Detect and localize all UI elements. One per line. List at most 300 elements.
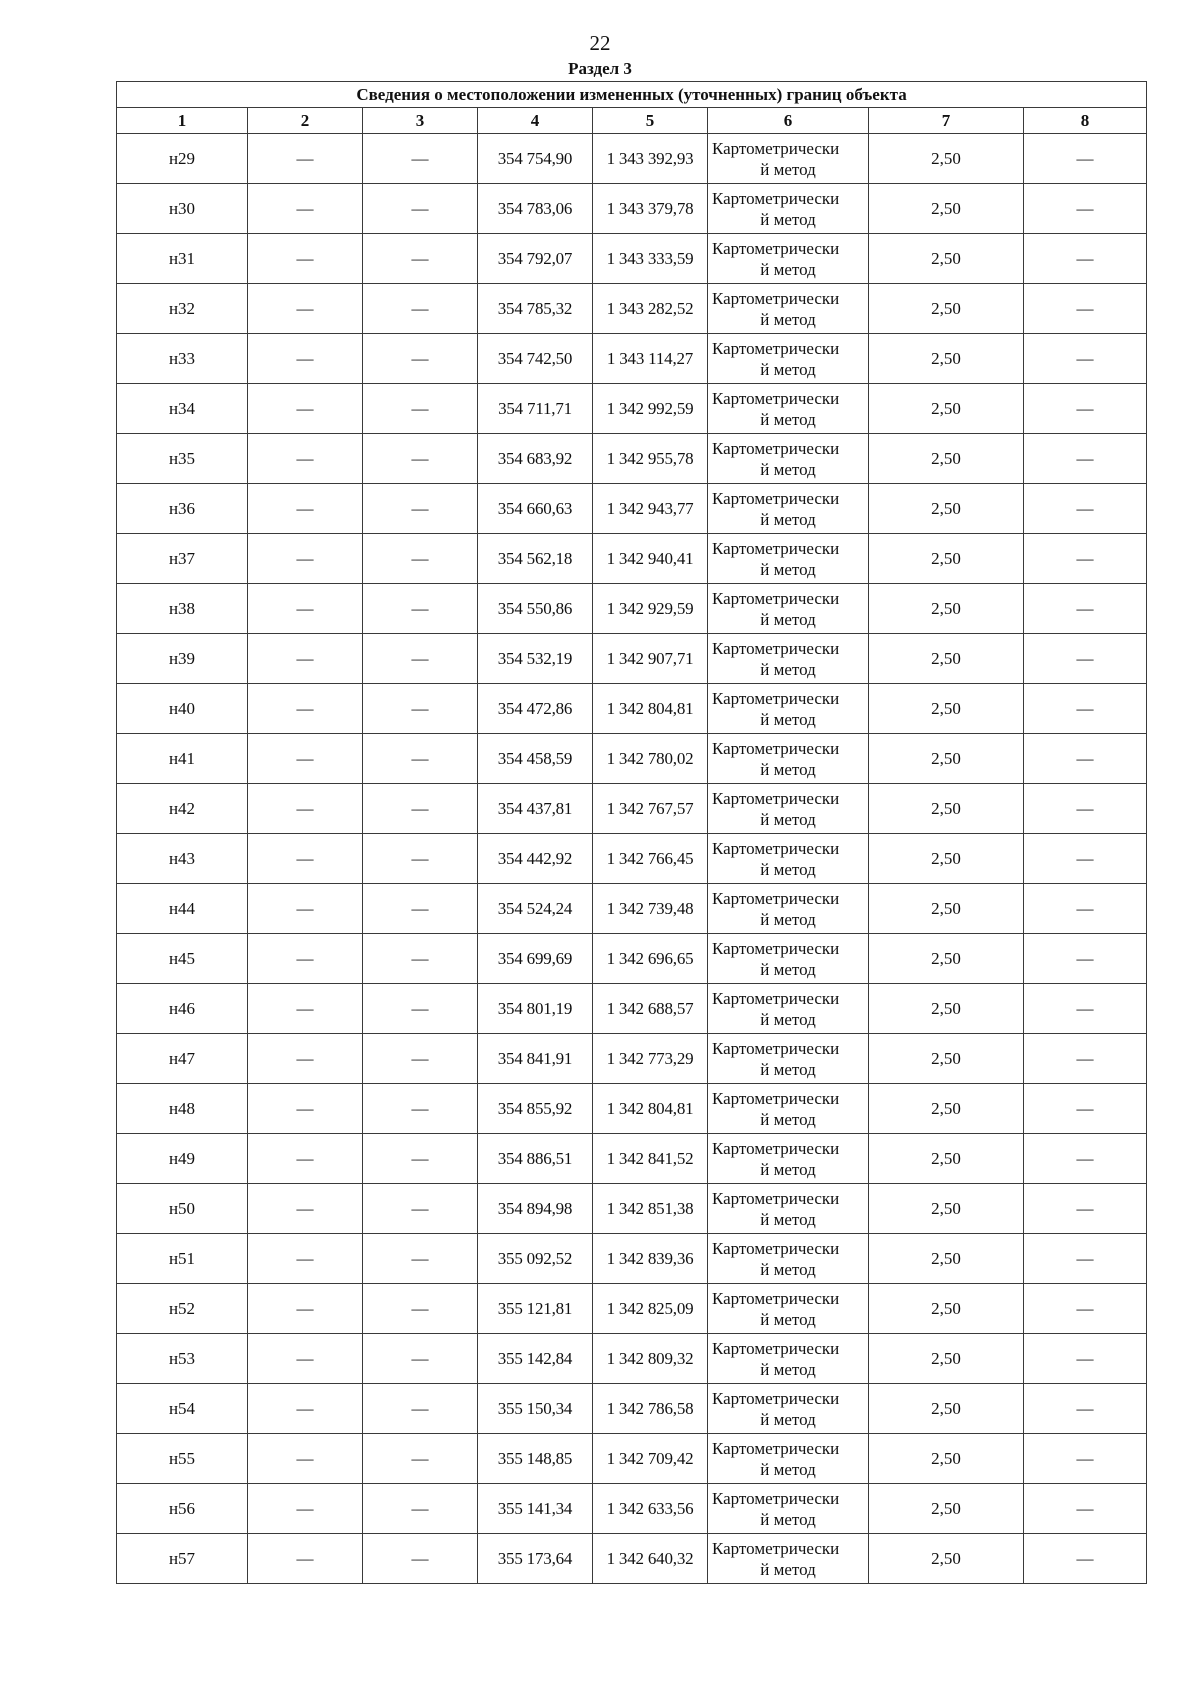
column-3-cell: — [363, 1534, 478, 1584]
method-cell [708, 184, 869, 234]
column-8-cell: — [1024, 1034, 1147, 1084]
method-text-line-1: Картометрически [712, 338, 840, 358]
method-cell [708, 884, 869, 934]
y-coordinate-cell: 1 342 696,65 [593, 934, 708, 984]
y-coordinate-cell: 1 342 786,58 [593, 1384, 708, 1434]
accuracy-cell: 2,50 [869, 134, 1024, 184]
method-cell [708, 1134, 869, 1184]
column-8-cell: — [1024, 1534, 1147, 1584]
table-row [117, 634, 1147, 684]
column-8-cell: — [1024, 434, 1147, 484]
method-text-line-1: Картометрически [712, 1538, 840, 1558]
accuracy-cell: 2,50 [869, 234, 1024, 284]
method-cell [708, 1234, 869, 1284]
table-row [117, 284, 1147, 334]
method-text-line-1: Картометрически [712, 1138, 840, 1158]
table-row [117, 184, 1147, 234]
method-text-line-2: й метод [760, 259, 816, 279]
column-2-cell: — [248, 934, 363, 984]
point-id-cell: н47 [117, 1034, 248, 1084]
y-coordinate-cell: 1 342 804,81 [593, 684, 708, 734]
column-number-7: 7 [869, 108, 1024, 134]
column-3-cell: — [363, 834, 478, 884]
column-2-cell: — [248, 1434, 363, 1484]
method-text-line-1: Картометрически [712, 488, 840, 508]
column-3-cell: — [363, 584, 478, 634]
method-text-line-1: Картометрически [712, 538, 840, 558]
method-text-line-1: Картометрически [712, 688, 840, 708]
column-8-cell: — [1024, 734, 1147, 784]
method-text-line-1: Картометрически [712, 388, 840, 408]
y-coordinate-cell: 1 342 907,71 [593, 634, 708, 684]
table-row [117, 234, 1147, 284]
method-text-line-1: Картометрически [712, 1238, 840, 1258]
accuracy-cell: 2,50 [869, 734, 1024, 784]
method-cell [708, 284, 869, 334]
method-cell [708, 1084, 869, 1134]
method-cell [708, 1184, 869, 1234]
column-number-3: 3 [363, 108, 478, 134]
method-text-line-1: Картометрически [712, 1388, 840, 1408]
y-coordinate-cell: 1 342 943,77 [593, 484, 708, 534]
column-2-cell: — [248, 584, 363, 634]
column-3-cell: — [363, 884, 478, 934]
table-row [117, 1384, 1147, 1434]
column-3-cell: — [363, 1284, 478, 1334]
table-row [117, 684, 1147, 734]
column-8-cell: — [1024, 634, 1147, 684]
column-2-cell: — [248, 1034, 363, 1084]
method-text-line-2: й метод [760, 909, 816, 929]
column-8-cell: — [1024, 184, 1147, 234]
y-coordinate-cell: 1 342 767,57 [593, 784, 708, 834]
y-coordinate-cell: 1 342 929,59 [593, 584, 708, 634]
method-text-line-1: Картометрически [712, 188, 840, 208]
method-text-line-2: й метод [760, 709, 816, 729]
point-id-cell: н46 [117, 984, 248, 1034]
column-2-cell: — [248, 734, 363, 784]
column-3-cell: — [363, 634, 478, 684]
method-text-line-2: й метод [760, 809, 816, 829]
point-id-cell: н34 [117, 384, 248, 434]
column-2-cell: — [248, 1084, 363, 1134]
y-coordinate-cell: 1 343 282,52 [593, 284, 708, 334]
column-3-cell: — [363, 184, 478, 234]
method-cell [708, 1384, 869, 1434]
x-coordinate-cell: 354 742,50 [478, 334, 593, 384]
x-coordinate-cell: 354 532,19 [478, 634, 593, 684]
column-8-cell: — [1024, 1234, 1147, 1284]
x-coordinate-cell: 355 141,34 [478, 1484, 593, 1534]
method-cell [708, 1034, 869, 1084]
method-text-line-1: Картометрически [712, 1488, 840, 1508]
method-text-line-2: й метод [760, 959, 816, 979]
column-8-cell: — [1024, 1284, 1147, 1334]
method-cell [708, 134, 869, 184]
y-coordinate-cell: 1 342 955,78 [593, 434, 708, 484]
column-2-cell: — [248, 534, 363, 584]
method-cell [708, 934, 869, 984]
y-coordinate-cell: 1 342 633,56 [593, 1484, 708, 1534]
method-text-line-1: Картометрически [712, 588, 840, 608]
y-coordinate-cell: 1 343 379,78 [593, 184, 708, 234]
x-coordinate-cell: 354 801,19 [478, 984, 593, 1034]
method-text-line-1: Картометрически [712, 1288, 840, 1308]
point-id-cell: н30 [117, 184, 248, 234]
table-row [117, 384, 1147, 434]
column-3-cell: — [363, 1484, 478, 1534]
x-coordinate-cell: 355 150,34 [478, 1384, 593, 1434]
method-text-line-1: Картометрически [712, 888, 840, 908]
table-row [117, 1034, 1147, 1084]
y-coordinate-cell: 1 342 841,52 [593, 1134, 708, 1184]
column-3-cell: — [363, 1434, 478, 1484]
y-coordinate-cell: 1 343 333,59 [593, 234, 708, 284]
column-number-4: 4 [478, 108, 593, 134]
accuracy-cell: 2,50 [869, 584, 1024, 634]
column-8-cell: — [1024, 834, 1147, 884]
table-row [117, 134, 1147, 184]
column-3-cell: — [363, 1384, 478, 1434]
accuracy-cell: 2,50 [869, 784, 1024, 834]
y-coordinate-cell: 1 342 773,29 [593, 1034, 708, 1084]
column-3-cell: — [363, 534, 478, 584]
column-3-cell: — [363, 484, 478, 534]
column-2-cell: — [248, 384, 363, 434]
column-8-cell: — [1024, 1334, 1147, 1384]
column-2-cell: — [248, 1534, 363, 1584]
point-id-cell: н57 [117, 1534, 248, 1584]
y-coordinate-cell: 1 342 766,45 [593, 834, 708, 884]
method-text-line-1: Картометрически [712, 1088, 840, 1108]
method-cell [708, 734, 869, 784]
method-text-line-1: Картометрически [712, 288, 840, 308]
method-text-line-1: Картометрически [712, 638, 840, 658]
method-cell [708, 484, 869, 534]
x-coordinate-cell: 354 792,07 [478, 234, 593, 284]
x-coordinate-cell: 354 886,51 [478, 1134, 593, 1184]
column-number-row [117, 108, 1147, 134]
method-text-line-2: й метод [760, 1159, 816, 1179]
column-2-cell: — [248, 184, 363, 234]
column-2-cell: — [248, 1484, 363, 1534]
x-coordinate-cell: 354 562,18 [478, 534, 593, 584]
method-cell [708, 834, 869, 884]
section-title: Раздел 3 [568, 59, 632, 78]
column-8-cell: — [1024, 1184, 1147, 1234]
method-text-line-2: й метод [760, 1209, 816, 1229]
point-id-cell: н41 [117, 734, 248, 784]
accuracy-cell: 2,50 [869, 434, 1024, 484]
table-row [117, 484, 1147, 534]
accuracy-cell: 2,50 [869, 1234, 1024, 1284]
accuracy-cell: 2,50 [869, 284, 1024, 334]
column-8-cell: — [1024, 684, 1147, 734]
column-2-cell: — [248, 684, 363, 734]
column-3-cell: — [363, 684, 478, 734]
table-row [117, 834, 1147, 884]
column-3-cell: — [363, 1334, 478, 1384]
x-coordinate-cell: 355 121,81 [478, 1284, 593, 1334]
column-8-cell: — [1024, 484, 1147, 534]
column-3-cell: — [363, 734, 478, 784]
method-text-line-1: Картометрически [712, 1188, 840, 1208]
column-3-cell: — [363, 934, 478, 984]
accuracy-cell: 2,50 [869, 334, 1024, 384]
method-cell [708, 434, 869, 484]
column-8-cell: — [1024, 284, 1147, 334]
column-3-cell: — [363, 134, 478, 184]
method-text-line-2: й метод [760, 1559, 816, 1579]
point-id-cell: н50 [117, 1184, 248, 1234]
accuracy-cell: 2,50 [869, 634, 1024, 684]
accuracy-cell: 2,50 [869, 384, 1024, 434]
column-2-cell: — [248, 234, 363, 284]
y-coordinate-cell: 1 342 992,59 [593, 384, 708, 434]
point-id-cell: н54 [117, 1384, 248, 1434]
column-2-cell: — [248, 1134, 363, 1184]
table-row [117, 1334, 1147, 1384]
method-cell [708, 1434, 869, 1484]
table-row [117, 884, 1147, 934]
column-2-cell: — [248, 484, 363, 534]
x-coordinate-cell: 354 550,86 [478, 584, 593, 634]
point-id-cell: н39 [117, 634, 248, 684]
method-text-line-1: Картометрически [712, 738, 840, 758]
point-id-cell: н48 [117, 1084, 248, 1134]
y-coordinate-cell: 1 342 940,41 [593, 534, 708, 584]
column-2-cell: — [248, 634, 363, 684]
method-text-line-2: й метод [760, 1409, 816, 1429]
column-8-cell: — [1024, 1084, 1147, 1134]
point-id-cell: н35 [117, 434, 248, 484]
column-2-cell: — [248, 284, 363, 334]
point-id-cell: н31 [117, 234, 248, 284]
method-text-line-2: й метод [760, 759, 816, 779]
point-id-cell: н29 [117, 134, 248, 184]
accuracy-cell: 2,50 [869, 984, 1024, 1034]
method-text-line-2: й метод [760, 209, 816, 229]
y-coordinate-cell: 1 342 640,32 [593, 1534, 708, 1584]
column-3-cell: — [363, 234, 478, 284]
point-id-cell: н33 [117, 334, 248, 384]
method-cell [708, 1334, 869, 1384]
x-coordinate-cell: 355 148,85 [478, 1434, 593, 1484]
column-3-cell: — [363, 284, 478, 334]
x-coordinate-cell: 354 458,59 [478, 734, 593, 784]
column-8-cell: — [1024, 984, 1147, 1034]
y-coordinate-cell: 1 343 392,93 [593, 134, 708, 184]
column-3-cell: — [363, 784, 478, 834]
column-2-cell: — [248, 1184, 363, 1234]
method-text-line-2: й метод [760, 1459, 816, 1479]
point-id-cell: н55 [117, 1434, 248, 1484]
x-coordinate-cell: 355 173,64 [478, 1534, 593, 1584]
method-text-line-1: Картометрически [712, 1438, 840, 1458]
method-text-line-2: й метод [760, 509, 816, 529]
accuracy-cell: 2,50 [869, 534, 1024, 584]
table-row [117, 1484, 1147, 1534]
column-3-cell: — [363, 1134, 478, 1184]
y-coordinate-cell: 1 342 688,57 [593, 984, 708, 1034]
method-cell [708, 634, 869, 684]
accuracy-cell: 2,50 [869, 834, 1024, 884]
y-coordinate-cell: 1 342 739,48 [593, 884, 708, 934]
method-text-line-2: й метод [760, 309, 816, 329]
accuracy-cell: 2,50 [869, 884, 1024, 934]
table-caption: Сведения о местоположении измененных (уточненных) границ объекта [117, 82, 1147, 108]
method-text-line-1: Картометрически [712, 138, 840, 158]
column-3-cell: — [363, 434, 478, 484]
method-cell [708, 784, 869, 834]
method-text-line-2: й метод [760, 1059, 816, 1079]
table-row [117, 1284, 1147, 1334]
point-id-cell: н38 [117, 584, 248, 634]
table-row [117, 434, 1147, 484]
table-row [117, 334, 1147, 384]
method-text-line-2: й метод [760, 609, 816, 629]
x-coordinate-cell: 354 683,92 [478, 434, 593, 484]
method-text-line-2: й метод [760, 409, 816, 429]
method-text-line-1: Картометрически [712, 1038, 840, 1058]
table-row [117, 1084, 1147, 1134]
column-2-cell: — [248, 834, 363, 884]
method-text-line-1: Картометрически [712, 1338, 840, 1358]
y-coordinate-cell: 1 342 839,36 [593, 1234, 708, 1284]
point-id-cell: н53 [117, 1334, 248, 1384]
table-row [117, 1184, 1147, 1234]
accuracy-cell: 2,50 [869, 934, 1024, 984]
accuracy-cell: 2,50 [869, 184, 1024, 234]
table-row [117, 984, 1147, 1034]
point-id-cell: н42 [117, 784, 248, 834]
column-number-8: 8 [1024, 108, 1147, 134]
x-coordinate-cell: 354 754,90 [478, 134, 593, 184]
method-text-line-1: Картометрически [712, 838, 840, 858]
column-8-cell: — [1024, 134, 1147, 184]
y-coordinate-cell: 1 342 851,38 [593, 1184, 708, 1234]
method-cell [708, 984, 869, 1034]
method-text-line-2: й метод [760, 859, 816, 879]
method-text-line-2: й метод [760, 559, 816, 579]
point-id-cell: н40 [117, 684, 248, 734]
column-8-cell: — [1024, 1134, 1147, 1184]
column-8-cell: — [1024, 884, 1147, 934]
accuracy-cell: 2,50 [869, 484, 1024, 534]
boundary-coordinates-table [116, 81, 1147, 1584]
x-coordinate-cell: 354 894,98 [478, 1184, 593, 1234]
method-cell [708, 1534, 869, 1584]
y-coordinate-cell: 1 342 825,09 [593, 1284, 708, 1334]
x-coordinate-cell: 354 437,81 [478, 784, 593, 834]
column-2-cell: — [248, 334, 363, 384]
column-8-cell: — [1024, 1434, 1147, 1484]
method-text-line-1: Картометрически [712, 438, 840, 458]
x-coordinate-cell: 355 142,84 [478, 1334, 593, 1384]
x-coordinate-cell: 354 841,91 [478, 1034, 593, 1084]
column-2-cell: — [248, 434, 363, 484]
table-row [117, 784, 1147, 834]
method-text-line-1: Картометрически [712, 988, 840, 1008]
point-id-cell: н45 [117, 934, 248, 984]
column-number-5: 5 [593, 108, 708, 134]
point-id-cell: н37 [117, 534, 248, 584]
column-2-cell: — [248, 1284, 363, 1334]
accuracy-cell: 2,50 [869, 1534, 1024, 1584]
page-number: 22 [589, 31, 611, 55]
y-coordinate-cell: 1 342 804,81 [593, 1084, 708, 1134]
table-row [117, 584, 1147, 634]
column-8-cell: — [1024, 584, 1147, 634]
x-coordinate-cell: 354 524,24 [478, 884, 593, 934]
table-row [117, 934, 1147, 984]
column-2-cell: — [248, 134, 363, 184]
accuracy-cell: 2,50 [869, 1434, 1024, 1484]
accuracy-cell: 2,50 [869, 1034, 1024, 1084]
method-text-line-1: Картометрически [712, 238, 840, 258]
column-8-cell: — [1024, 534, 1147, 584]
table-row [117, 1434, 1147, 1484]
method-cell [708, 334, 869, 384]
column-2-cell: — [248, 784, 363, 834]
y-coordinate-cell: 1 342 809,32 [593, 1334, 708, 1384]
method-text-line-1: Картометрически [712, 938, 840, 958]
method-cell [708, 1284, 869, 1334]
column-2-cell: — [248, 984, 363, 1034]
x-coordinate-cell: 354 442,92 [478, 834, 593, 884]
point-id-cell: н44 [117, 884, 248, 934]
method-cell [708, 584, 869, 634]
method-text-line-2: й метод [760, 1509, 816, 1529]
method-cell [708, 534, 869, 584]
point-id-cell: н52 [117, 1284, 248, 1334]
table-row [117, 1234, 1147, 1284]
table-row [117, 1534, 1147, 1584]
method-cell [708, 234, 869, 284]
method-text-line-2: й метод [760, 359, 816, 379]
method-text-line-2: й метод [760, 1259, 816, 1279]
column-number-2: 2 [248, 108, 363, 134]
accuracy-cell: 2,50 [869, 1084, 1024, 1134]
point-id-cell: н51 [117, 1234, 248, 1284]
column-8-cell: — [1024, 784, 1147, 834]
method-cell [708, 384, 869, 434]
column-3-cell: — [363, 1234, 478, 1284]
method-text-line-2: й метод [760, 1309, 816, 1329]
column-number-1: 1 [117, 108, 248, 134]
column-8-cell: — [1024, 1484, 1147, 1534]
column-2-cell: — [248, 1384, 363, 1434]
accuracy-cell: 2,50 [869, 684, 1024, 734]
accuracy-cell: 2,50 [869, 1284, 1024, 1334]
accuracy-cell: 2,50 [869, 1134, 1024, 1184]
table-row [117, 1134, 1147, 1184]
column-8-cell: — [1024, 234, 1147, 284]
column-3-cell: — [363, 1184, 478, 1234]
column-3-cell: — [363, 1034, 478, 1084]
accuracy-cell: 2,50 [869, 1484, 1024, 1534]
y-coordinate-cell: 1 343 114,27 [593, 334, 708, 384]
table-row [117, 534, 1147, 584]
x-coordinate-cell: 354 783,06 [478, 184, 593, 234]
y-coordinate-cell: 1 342 780,02 [593, 734, 708, 784]
method-text-line-2: й метод [760, 659, 816, 679]
column-number-6: 6 [708, 108, 869, 134]
method-text-line-2: й метод [760, 159, 816, 179]
point-id-cell: н32 [117, 284, 248, 334]
column-8-cell: — [1024, 334, 1147, 384]
x-coordinate-cell: 354 660,63 [478, 484, 593, 534]
